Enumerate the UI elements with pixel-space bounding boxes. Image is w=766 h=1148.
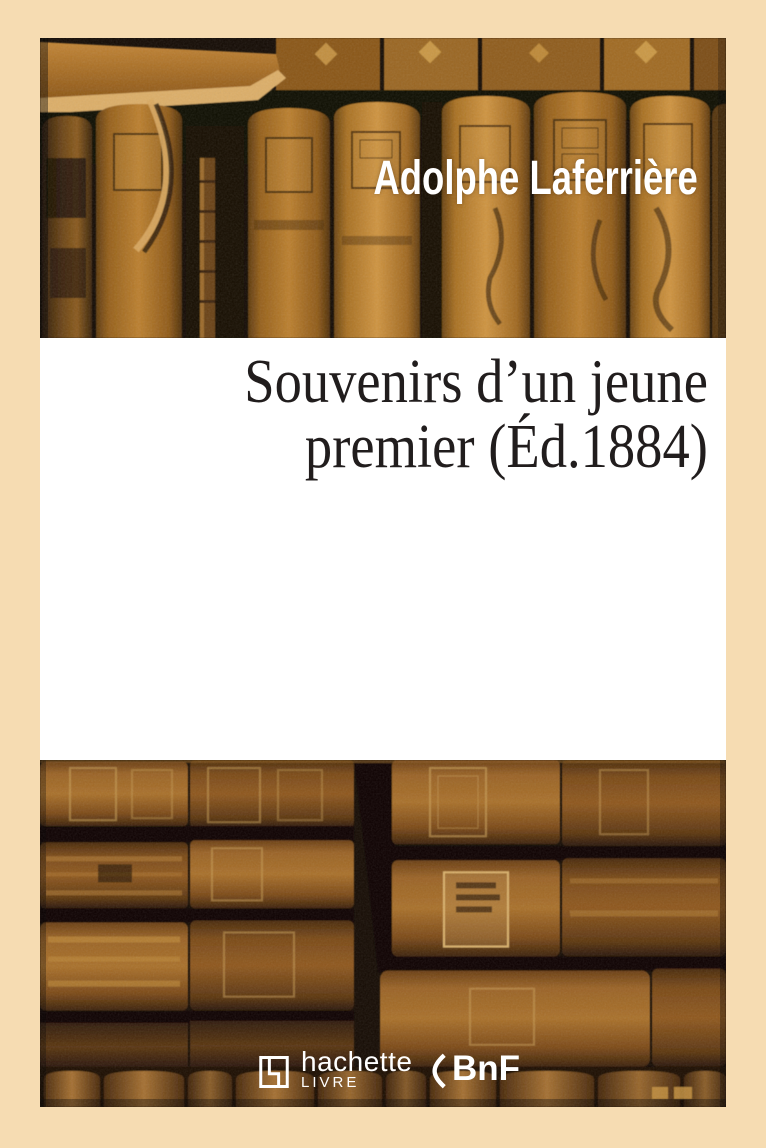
title-panel — [40, 338, 726, 760]
title-line-2: premier (Éd.1884) — [305, 413, 708, 481]
hachette-livre-label: LIVRE — [301, 1074, 360, 1091]
hachette-h-icon — [259, 1055, 289, 1089]
author-name: Adolphe Laferrière — [373, 152, 698, 205]
bnf-logo — [432, 1051, 520, 1090]
bnf-wordmark: BnF — [452, 1049, 521, 1088]
book-title — [244, 350, 708, 480]
publisher-logos — [40, 760, 726, 1107]
top-books-photo — [40, 38, 726, 338]
hachette-wordmark: hachette — [301, 1046, 413, 1077]
bottom-books-photo — [40, 760, 726, 1107]
title-line-1: Souvenirs d’un jeune — [244, 348, 708, 416]
bnf-bracket-icon — [432, 1052, 446, 1090]
